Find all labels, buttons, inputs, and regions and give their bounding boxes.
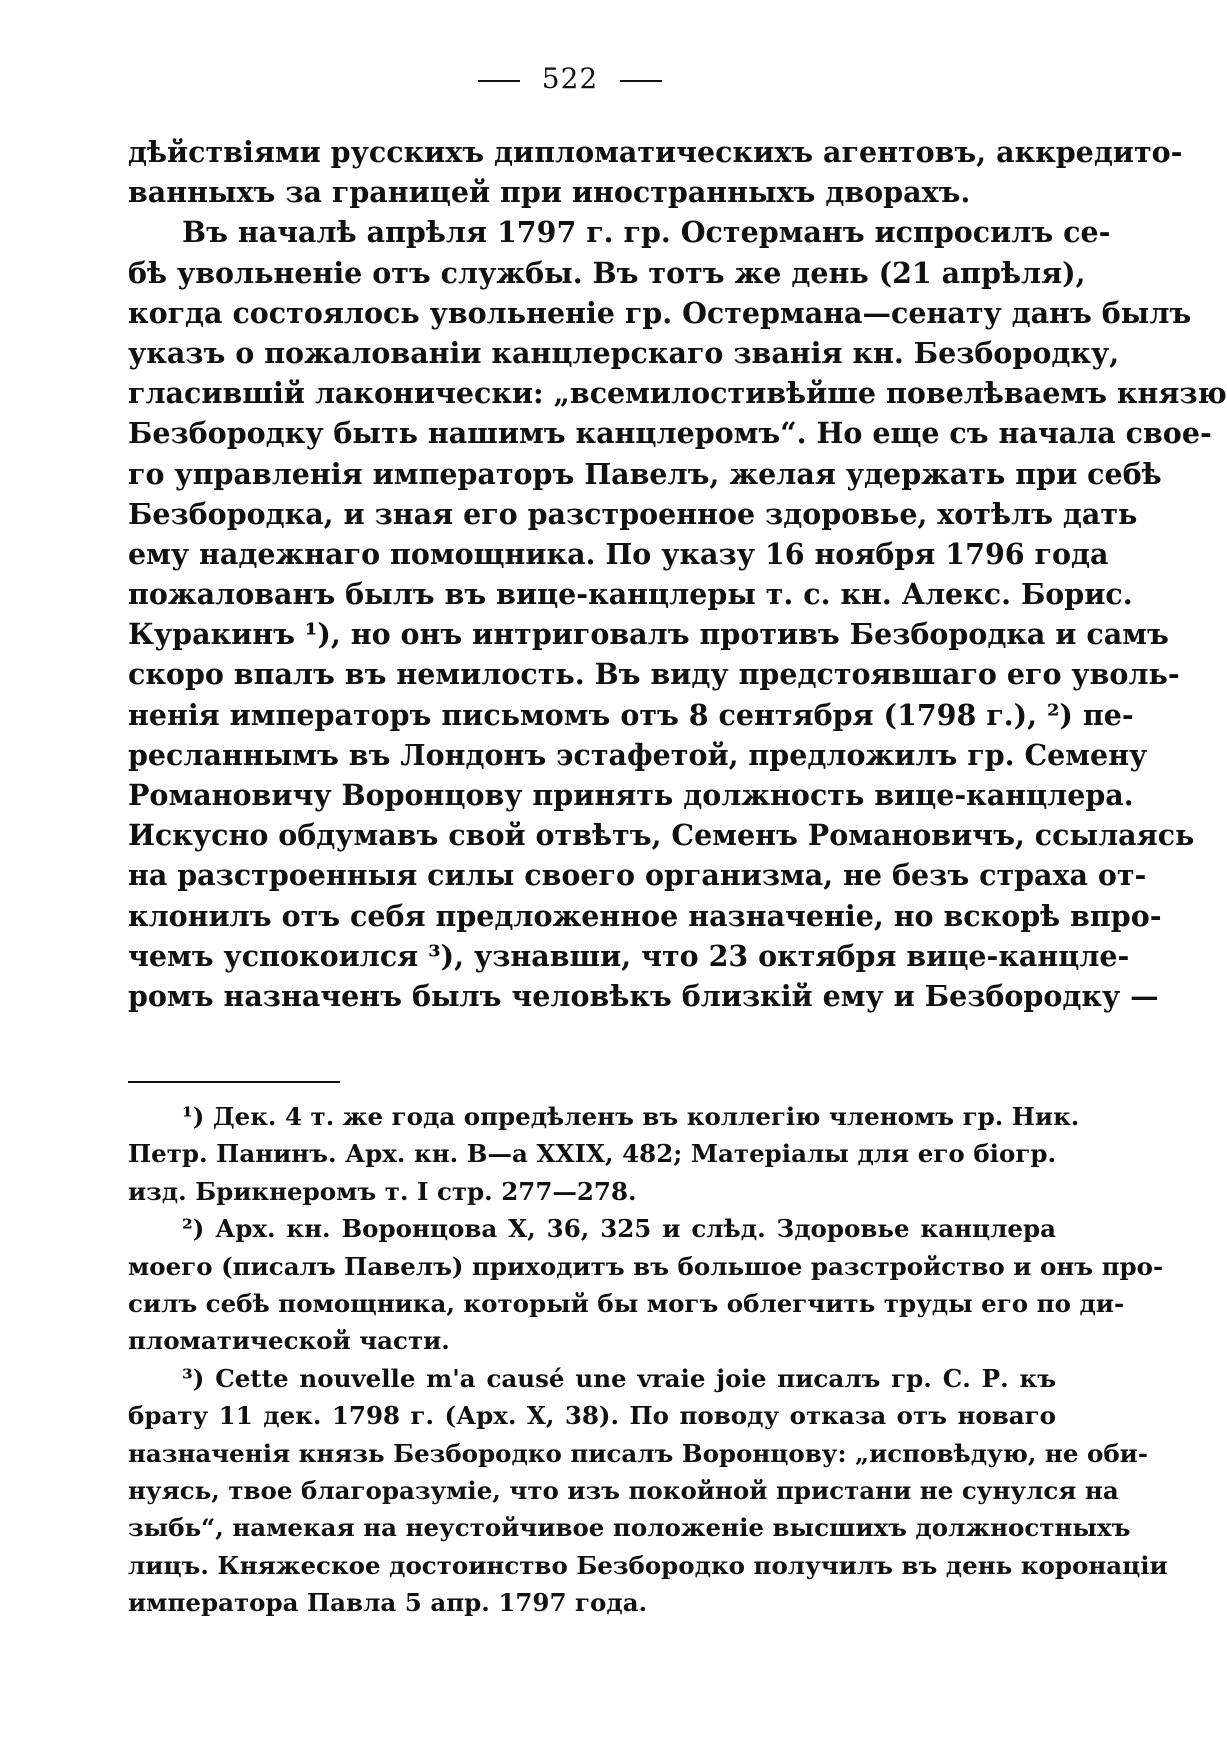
text-line: на разстроенныя силы своего организма, не безъ страха от- xyxy=(128,858,1147,893)
text-line: гласившій лаконически: „всемилостивѣйше повелѣваемъ князю xyxy=(128,376,1227,411)
footnote-line: императора Павла 5 апр. 1797 года. xyxy=(128,1588,648,1618)
text-line: Искусно обдумавъ свой отвѣтъ, Семенъ Романовичъ, ссылаясь xyxy=(128,818,1195,853)
text-line: чемъ успокоился ³), узнавши, что 23 октября вице-канцле- xyxy=(128,938,1130,973)
text-line: ванныхъ за границей при иностранныхъ дворахъ. xyxy=(128,175,971,210)
text-line: Безбородка, и зная его разстроенное здоровье, хотѣлъ дать xyxy=(128,496,1138,531)
footnote-line: Петр. Панинъ. Арх. кн. В—а XXIX, 482; Матеріалы для его біогр. xyxy=(128,1139,1056,1169)
text-line: пожалованъ былъ въ вице-канцлеры т. с. кн. Алекс. Борис. xyxy=(128,577,1133,612)
text-line: скоро впалъ въ немилость. Въ виду предстоявшаго его уволь- xyxy=(128,657,1180,692)
main-text xyxy=(128,132,1227,1016)
text-line: Куракинъ ¹), но онъ интриговалъ противъ Безбородка и самъ xyxy=(128,617,1169,652)
text-line: дѣйствіями русскихъ дипломатическихъ агентовъ, аккредито- xyxy=(128,135,1183,169)
text-line: бѣ увольненіе отъ службы. Въ тотъ же день (21 апрѣля), xyxy=(128,255,1086,290)
footnote-separator xyxy=(128,1081,340,1083)
footnote-line: ³) Cette nouvelle m'a causé une vraie joie писалъ гр. С. Р. къ xyxy=(182,1363,1056,1393)
text-line: ресланнымъ въ Лондонъ эстафетой, предложилъ гр. Семену xyxy=(128,737,1148,772)
text-line: го управленія императоръ Павелъ, желая удержать при себѣ xyxy=(128,456,1162,491)
text-line: Въ началѣ апрѣля 1797 г. гр. Остерманъ испросилъ се- xyxy=(182,215,1111,250)
footnote-line: ¹) Дек. 4 т. же года опредѣленъ въ коллегію членомъ гр. Ник. xyxy=(182,1102,1080,1131)
text-line: Безбородку быть нашимъ канцлеромъ“. Но еще съ начала свое- xyxy=(128,416,1212,451)
footnote-line: ²) Арх. кн. Воронцова X, 36, 325 и слѣд. Здоровье канцлера xyxy=(182,1214,1056,1244)
footnote-line: моего (писалъ Павелъ) приходитъ въ большое разстройство и онъ про- xyxy=(128,1251,1164,1281)
header-dash-right xyxy=(620,80,662,82)
header-dash-left xyxy=(478,80,520,82)
footnote-line: силъ себѣ помощника, который бы могъ облегчить труды его по ди- xyxy=(128,1288,1125,1318)
footnote-line: зыбь“, намекая на неустойчивое положеніе высшихъ должностныхъ xyxy=(128,1513,1131,1543)
page-header xyxy=(0,62,1140,95)
text-line: указъ о пожалованіи канцлерскаго званія кн. Безбородку, xyxy=(128,335,1120,370)
text-line: ненія императоръ письмомъ отъ 8 сентября (1798 г.), ²) пе- xyxy=(128,697,1134,732)
footnotes xyxy=(128,1098,1168,1621)
footnote-line: назначенія князь Безбородко писалъ Воронцову: „исповѣдую, не оби- xyxy=(128,1438,1149,1468)
footnote-line: пломатической части. xyxy=(128,1326,450,1356)
footnote-line: лицъ. Княжеское достоинство Безбородко получилъ въ день коронаціи xyxy=(128,1550,1168,1580)
footnote-line: брату 11 дек. 1798 г. (Арх. X, 38). По поводу отказа отъ новаго xyxy=(128,1401,1056,1431)
footnote-line: нуясь, твое благоразуміе, что изъ покойной пристани не сунулся на xyxy=(128,1475,1119,1505)
text-line: когда состоялось увольненіе гр. Остермана—сенату данъ былъ xyxy=(128,295,1192,330)
page-number: 522 xyxy=(541,62,599,95)
text-line: клонилъ отъ себя предложенное назначеніе, но вскорѣ впро- xyxy=(128,898,1162,933)
footnote-line: изд. Брикнеромъ т. I стр. 277—278. xyxy=(128,1176,637,1206)
text-line: Романовичу Воронцову принять должность вице-канцлера. xyxy=(128,778,1134,812)
text-line: ему надежнаго помощника. По указу 16 ноября 1796 года xyxy=(128,536,1109,571)
text-line: ромъ назначенъ былъ человѣкъ близкій ему и Безбородку — xyxy=(128,978,1159,1013)
